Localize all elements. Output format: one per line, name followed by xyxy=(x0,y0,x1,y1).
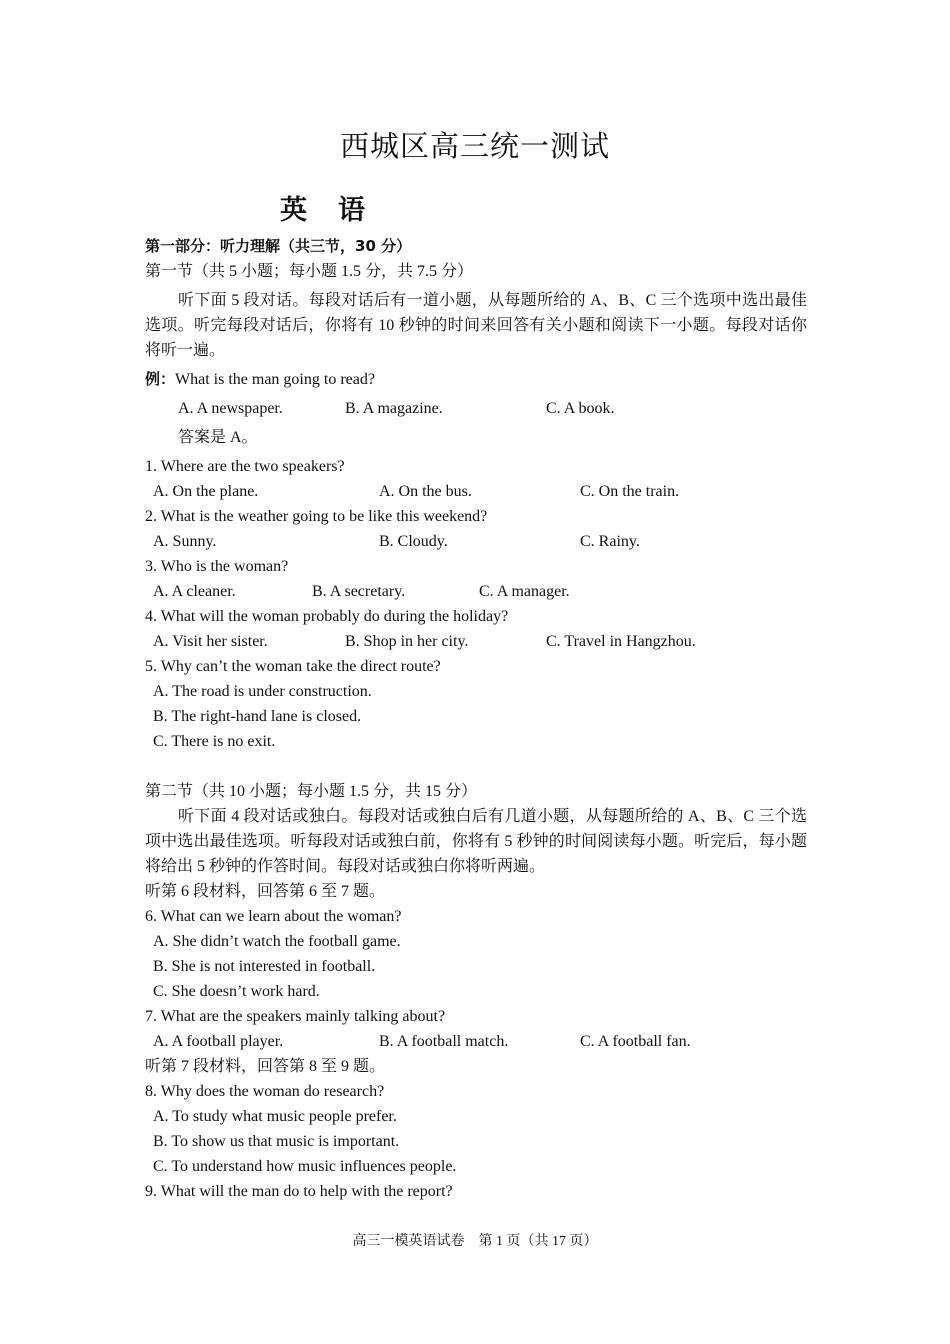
subject-title xyxy=(280,188,396,227)
example-option-a: A. A newspaper. xyxy=(178,400,283,417)
q2-option-a: A. Sunny. xyxy=(153,533,217,550)
q2-option-b: B. Cloudy. xyxy=(379,533,448,550)
q1-option-c: C. On the train. xyxy=(580,483,680,500)
q8-option-a: A. To study what music people prefer. xyxy=(153,1108,397,1125)
question-4-options xyxy=(145,629,807,654)
question-1-options xyxy=(145,479,807,504)
q3-option-c: C. A manager. xyxy=(479,583,570,600)
question-3-options xyxy=(145,579,807,604)
q4-option-a: A. Visit her sister. xyxy=(153,633,268,650)
q7-option-b: B. A football match. xyxy=(379,1033,509,1050)
question-5: 5. Why can’t the woman take the direct route? xyxy=(145,658,441,675)
material-7-note: 听第 7 段材料，回答第 8 至 9 题。 xyxy=(145,1058,386,1075)
section2-instructions: 听下面 4 段对话或独白。每段对话或独白后有几道小题，从每题所给的 A、B、C 三个选项中选出最佳选项。听每段对话或独白前，你将有 5 秒钟的时间阅读每小题。听完后，每小题将给出 5 秒钟的作答时间。每段对话或独白你将听两遍。 xyxy=(145,808,807,875)
section1-heading: 第一节（共 5 小题；每小题 1.5 分，共 7.5 分） xyxy=(145,263,474,280)
q8-option-c: C. To understand how music influences people. xyxy=(153,1158,457,1175)
q6-option-b: B. She is not interested in football. xyxy=(153,958,376,975)
example-option-c: C. A book. xyxy=(546,400,615,417)
q4-option-c: C. Travel in Hangzhou. xyxy=(546,633,696,650)
example-answer: 答案是 A。 xyxy=(178,429,258,446)
subject-char-2: 语 xyxy=(338,195,366,226)
q5-option-b: B. The right-hand lane is closed. xyxy=(153,708,362,725)
question-6: 6. What can we learn about the woman? xyxy=(145,908,402,925)
example-question-text: What is the man going to read? xyxy=(175,371,375,388)
question-8: 8. Why does the woman do research? xyxy=(145,1083,385,1100)
q1-option-a: A. On the plane. xyxy=(153,483,259,500)
spacer xyxy=(145,754,807,779)
q3-option-a: A. A cleaner. xyxy=(153,583,236,600)
example-options xyxy=(145,396,807,421)
example-question xyxy=(145,367,807,392)
page-footer: 高三一模英语试卷 第 1 页（共 17 页） xyxy=(352,1234,598,1249)
question-7: 7. What are the speakers mainly talking about? xyxy=(145,1008,446,1025)
q6-option-a: A. She didn’t watch the football game. xyxy=(153,933,401,950)
material-6-note: 听第 6 段材料，回答第 6 至 7 题。 xyxy=(145,883,386,900)
part1-heading: 第一部分：听力理解（共三节，30 分） xyxy=(145,237,412,255)
q5-option-a: A. The road is under construction. xyxy=(153,683,372,700)
question-2: 2. What is the weather going to be like this weekend? xyxy=(145,508,488,525)
section2-heading: 第二节（共 10 小题；每小题 1.5 分，共 15 分） xyxy=(145,783,478,800)
q7-option-c: C. A football fan. xyxy=(580,1033,691,1050)
question-7-options xyxy=(145,1029,807,1054)
question-4: 4. What will the woman probably do during the holiday? xyxy=(145,608,509,625)
example-label: 例： xyxy=(145,370,176,388)
q3-option-b: B. A secretary. xyxy=(312,583,406,600)
question-2-options xyxy=(145,529,807,554)
example-option-b: B. A magazine. xyxy=(345,400,443,417)
section1-instructions: 听下面 5 段对话。每段对话后有一道小题，从每题所给的 A、B、C 三个选项中选出最佳选项。听完每段对话后，你将有 10 秒钟的时间来回答有关小题和阅读下一小题。每段对话你将听一遍。 xyxy=(145,292,807,359)
subject-char-1: 英 xyxy=(280,195,308,226)
exam-title: 西城区高三统一测试 xyxy=(339,129,610,163)
q8-option-b: B. To show us that music is important. xyxy=(153,1133,400,1150)
exam-content xyxy=(145,234,807,1204)
question-3: 3. Who is the woman? xyxy=(145,558,289,575)
question-9: 9. What will the man do to help with the report? xyxy=(145,1183,453,1200)
q4-option-b: B. Shop in her city. xyxy=(345,633,469,650)
question-1: 1. Where are the two speakers? xyxy=(145,458,345,475)
q6-option-c: C. She doesn’t work hard. xyxy=(153,983,320,1000)
q2-option-c: C. Rainy. xyxy=(580,533,640,550)
q7-option-a: A. A football player. xyxy=(153,1033,284,1050)
q5-option-c: C. There is no exit. xyxy=(153,733,276,750)
q1-option-b: A. On the bus. xyxy=(379,483,472,500)
